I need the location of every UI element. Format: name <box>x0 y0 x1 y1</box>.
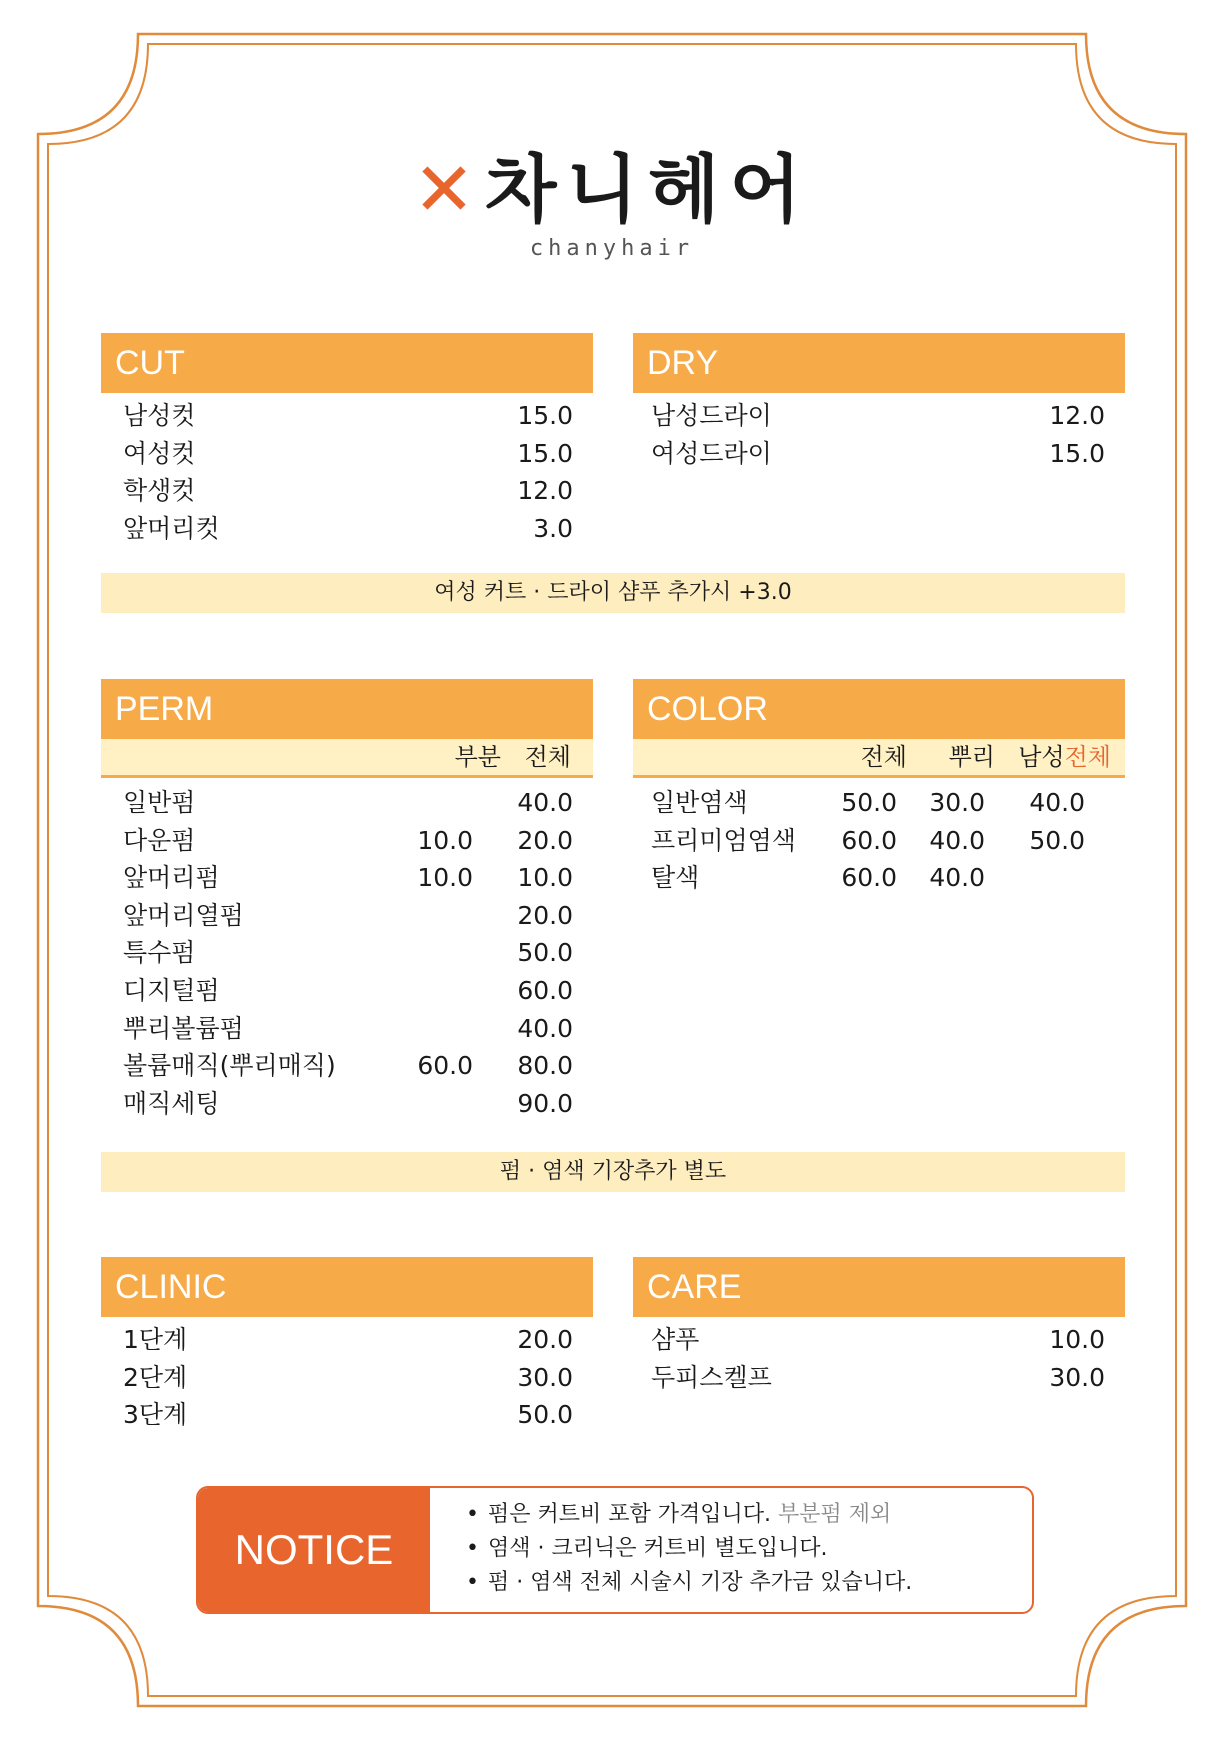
logo-text: 차니헤어 <box>485 147 811 233</box>
bullet-icon: • <box>466 1536 479 1561</box>
table-row: 매직세팅 90.0 <box>123 1088 573 1118</box>
logo-subtitle: chanyhair <box>529 236 695 261</box>
dry-header: DRY <box>633 333 1125 393</box>
dry-section <box>633 333 1125 472</box>
table-row: 앞머리펌 10.0 10.0 <box>123 863 573 893</box>
perm-header: PERM <box>101 679 593 739</box>
list-item: 여성드라이 15.0 <box>651 438 1105 468</box>
clinic-section <box>101 1257 593 1434</box>
logo <box>0 147 1224 261</box>
table-row: 일반염색 50.0 30.0 40.0 <box>651 788 1085 817</box>
perm-col-part: 부분 <box>454 743 501 771</box>
table-row: 앞머리열펌 20.0 <box>123 900 573 930</box>
notice-item: • 염색 · 크리닉은 커트비 별도입니다. <box>466 1532 912 1566</box>
perm-section <box>101 679 593 1122</box>
notice-label: NOTICE <box>198 1488 430 1612</box>
bullet-icon: • <box>466 1570 479 1595</box>
color-col-full: 전체 <box>860 743 907 771</box>
list-item: 남성드라이 12.0 <box>651 401 1105 430</box>
color-header: COLOR <box>633 679 1125 739</box>
color-col-root: 뿌리 <box>948 743 995 771</box>
logo-mark <box>0 147 1224 233</box>
table-row: 뿌리볼륨펌 40.0 <box>123 1013 573 1043</box>
notice-list <box>466 1498 912 1600</box>
color-column-header <box>633 739 1125 778</box>
table-row: 볼륨매직(뿌리매직) 60.0 80.0 <box>123 1051 573 1081</box>
clinic-header: CLINIC <box>101 1257 593 1317</box>
table-row: 다운펌 10.0 20.0 <box>123 825 573 855</box>
table-row: 디지털펌 60.0 <box>123 975 573 1005</box>
list-item: 앞머리컷 3.0 <box>123 513 573 543</box>
cut-dry-note: 여성 커트 · 드라이 샴푸 추가시 +3.0 <box>101 573 1125 613</box>
list-item: 학생컷 12.0 <box>123 476 573 506</box>
list-item: 샴푸 10.0 <box>651 1325 1105 1354</box>
color-col-men: 남성전체 <box>1018 743 1111 771</box>
table-row: 탈색 60.0 40.0 <box>651 863 985 893</box>
color-section <box>633 679 1125 897</box>
bullet-icon: • <box>466 1502 479 1527</box>
cut-section <box>101 333 593 547</box>
perm-column-header <box>101 739 593 778</box>
list-item: 여성컷 15.0 <box>123 438 573 468</box>
table-row: 일반펌 40.0 <box>123 788 573 817</box>
list-item: 남성컷 15.0 <box>123 401 573 430</box>
list-item: 3단계 50.0 <box>123 1400 573 1430</box>
list-item: 1단계 20.0 <box>123 1325 573 1354</box>
care-header: CARE <box>633 1257 1125 1317</box>
list-item: 2단계 30.0 <box>123 1362 573 1392</box>
notice-box <box>196 1486 1034 1614</box>
list-item: 두피스켈프 30.0 <box>651 1362 1105 1392</box>
table-row: 프리미엄염색 60.0 40.0 50.0 <box>651 825 1085 855</box>
table-row: 특수펌 50.0 <box>123 938 573 968</box>
logo-accent-icon: ✕ <box>413 147 486 233</box>
notice-item: • 펌은 커트비 포함 가격입니다. 부분펌 제외 <box>466 1498 912 1532</box>
cut-header: CUT <box>101 333 593 393</box>
care-section <box>633 1257 1125 1396</box>
notice-item: • 펌 · 염색 전체 시술시 기장 추가금 있습니다. <box>466 1566 912 1600</box>
perm-col-full: 전체 <box>524 743 571 771</box>
perm-color-note: 펌 · 염색 기장추가 별도 <box>101 1152 1125 1192</box>
